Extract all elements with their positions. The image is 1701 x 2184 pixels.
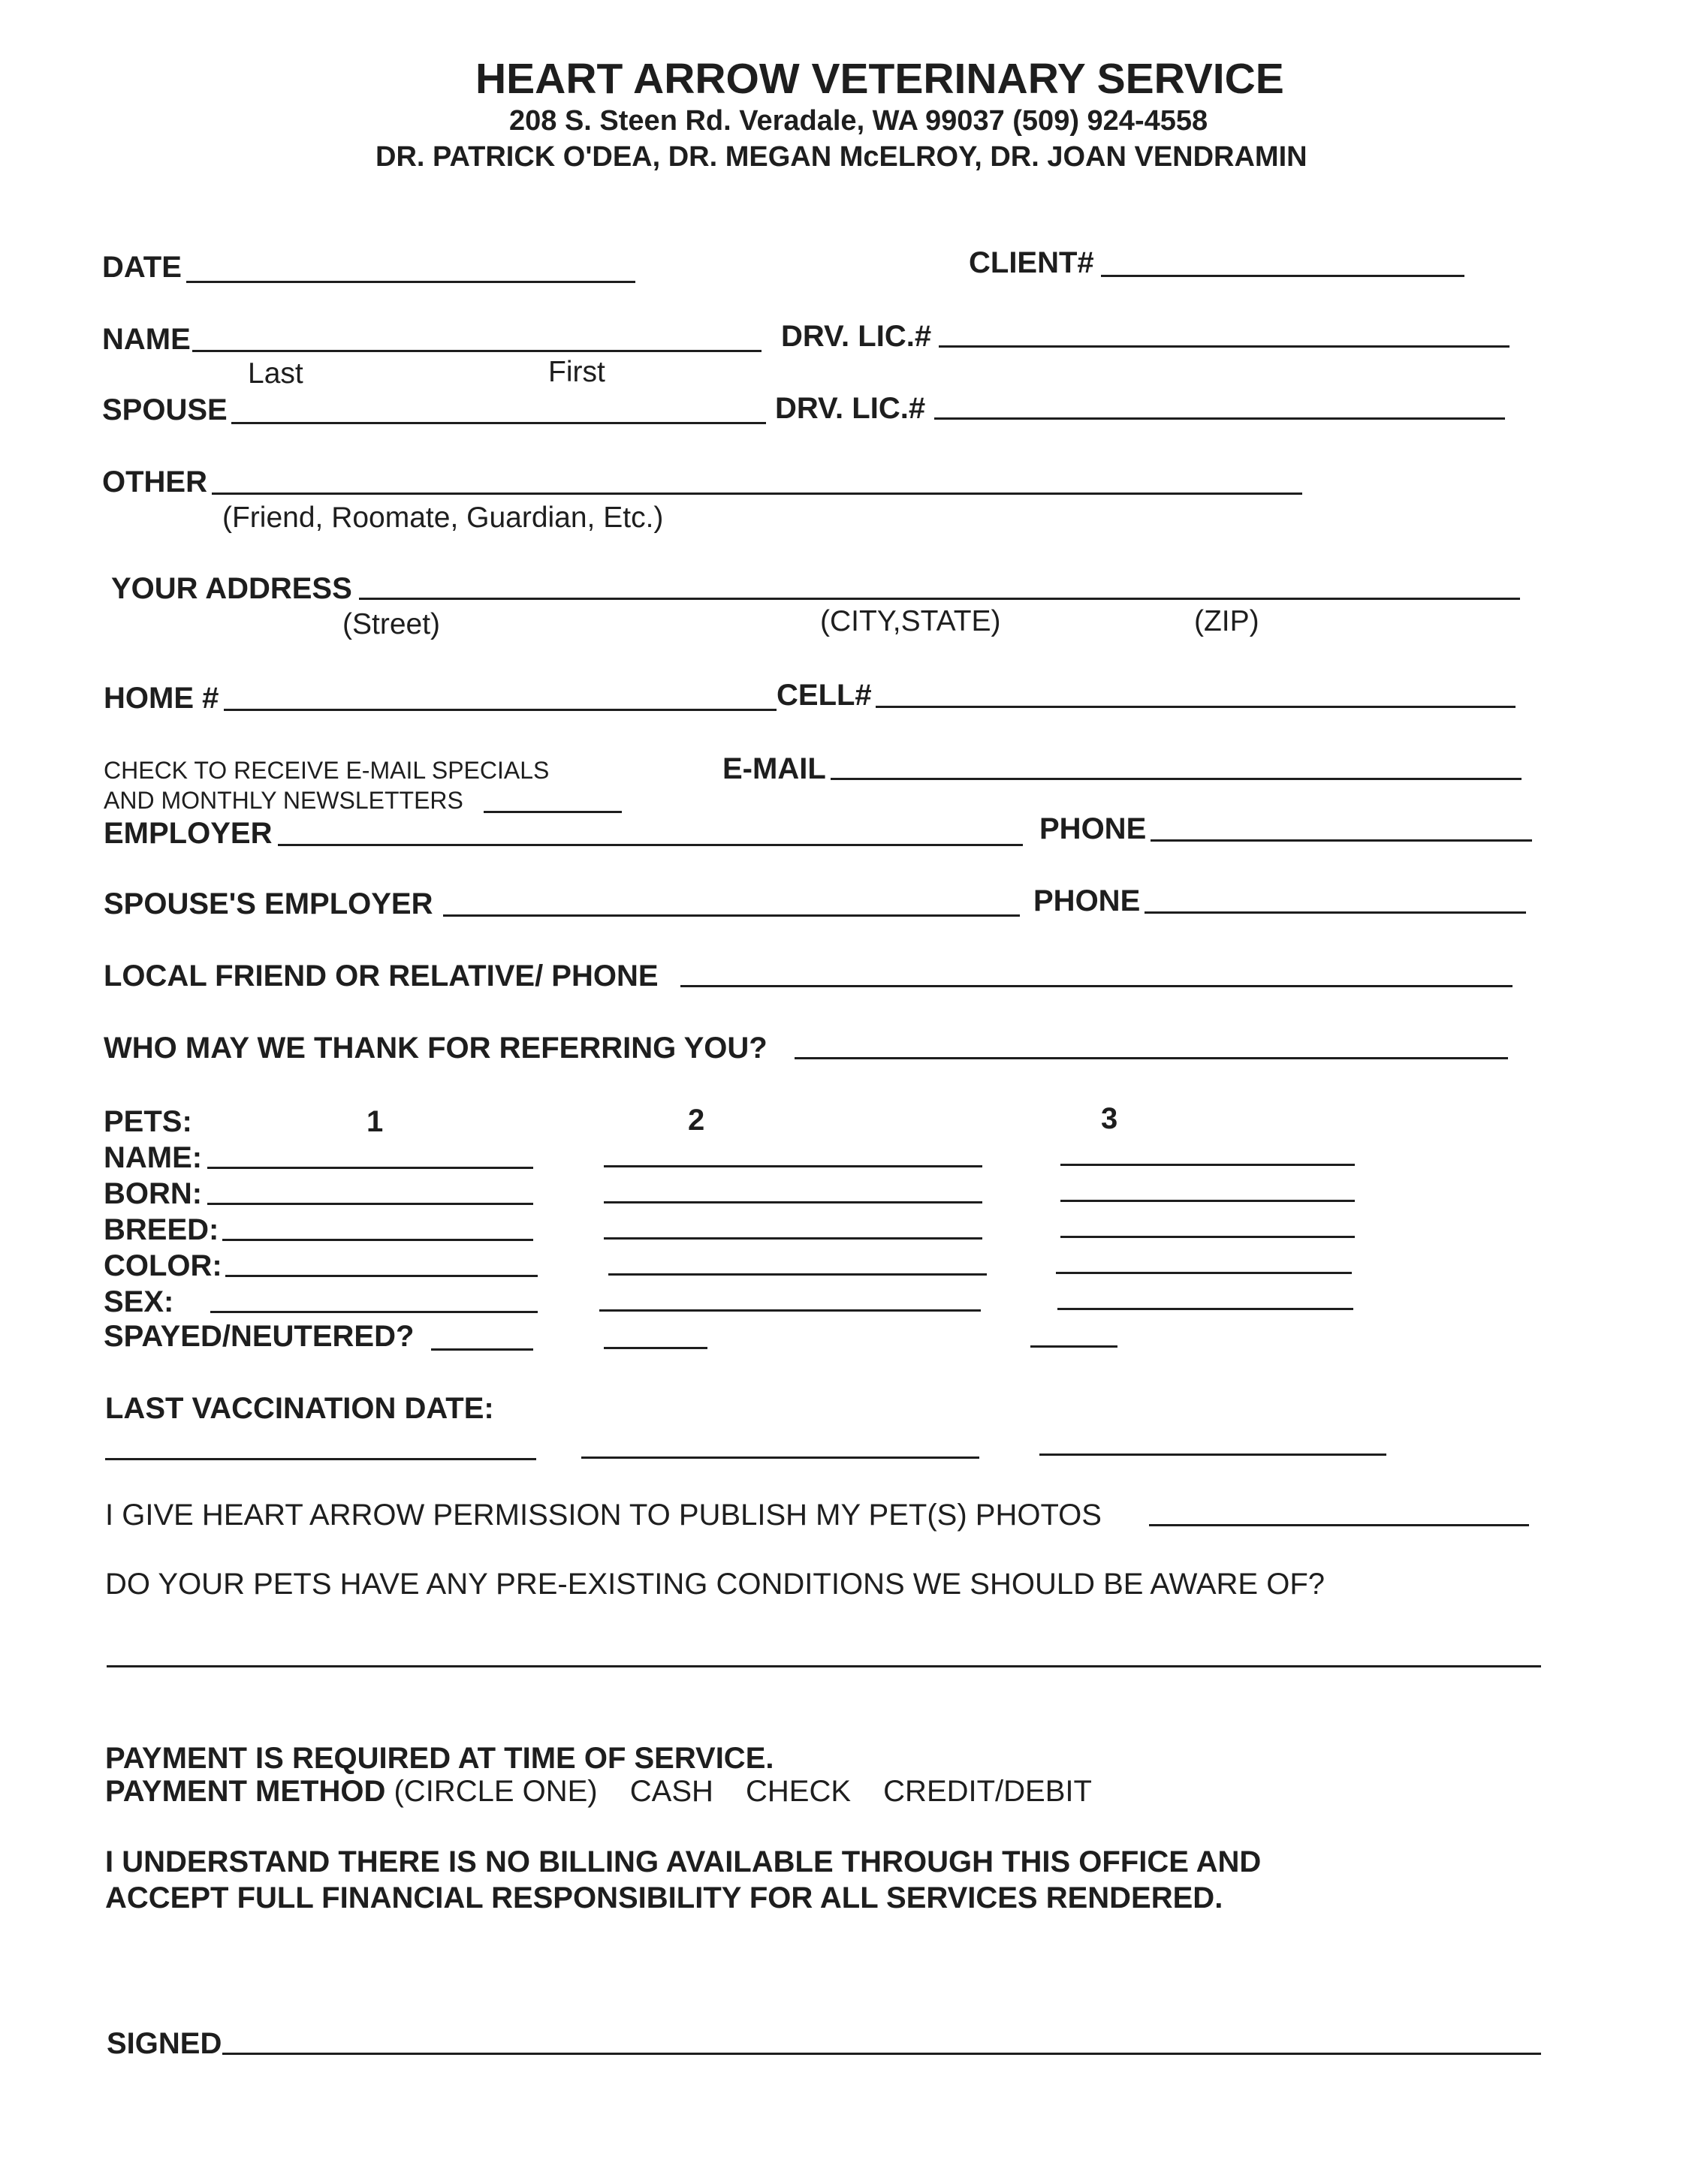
photo-permission-label: I GIVE HEART ARROW PERMISSION TO PUBLISH MY PET(S) PHOTOS [105, 1499, 1102, 1532]
cell-phone-field[interactable] [876, 706, 1516, 708]
signed-label: SIGNED [107, 2027, 222, 2060]
spouse-employer-phone-label: PHONE [1033, 884, 1141, 917]
pre-existing-conditions-label: DO YOUR PETS HAVE ANY PRE-EXISTING CONDITIONS WE SHOULD BE AWARE OF? [105, 1568, 1326, 1601]
payment-method-hint: (CIRCLE ONE) [394, 1775, 598, 1808]
pet2-sex-field[interactable] [599, 1309, 981, 1312]
pet-column-3: 3 [1101, 1102, 1118, 1135]
pet1-born-field[interactable] [207, 1203, 533, 1205]
spouse-employer-label: SPOUSE'S EMPLOYER [104, 887, 433, 920]
pets-label: PETS: [104, 1105, 192, 1138]
date-field[interactable] [186, 281, 635, 283]
photo-permission-field[interactable] [1149, 1524, 1529, 1526]
pet1-spayed-field[interactable] [431, 1348, 533, 1351]
spouse-employer-phone-field[interactable] [1145, 911, 1526, 914]
address-field[interactable] [359, 598, 1520, 600]
pet2-spayed-field[interactable] [604, 1347, 707, 1349]
billing-agreement-line-1: I UNDERSTAND THERE IS NO BILLING AVAILABLE THROUGH THIS OFFICE AND [105, 1845, 1262, 1878]
drivers-license-label: DRV. LIC.# [781, 320, 932, 353]
pet-column-1: 1 [366, 1105, 384, 1138]
pet3-sex-field[interactable] [1057, 1308, 1353, 1310]
pet-spayed-neutered-label: SPAYED/NEUTERED? [104, 1320, 415, 1353]
address-label: YOUR ADDRESS [111, 572, 352, 605]
payment-method-row [105, 1775, 1092, 1809]
pet1-color-field[interactable] [225, 1275, 538, 1277]
pet1-name-field[interactable] [207, 1167, 533, 1169]
employer-phone-field[interactable] [1151, 839, 1532, 842]
clinic-address: 208 S. Steen Rd. Veradale, WA 99037 (509) 924-4558 [509, 105, 1208, 137]
payment-method-label: PAYMENT METHOD [105, 1775, 386, 1808]
payment-option-credit-debit[interactable]: CREDIT/DEBIT [883, 1775, 1092, 1808]
pet-column-2: 2 [688, 1104, 705, 1137]
last-vaccination-label: LAST VACCINATION DATE: [105, 1392, 494, 1425]
pre-existing-conditions-field[interactable] [107, 1665, 1541, 1667]
clinic-doctors: DR. PATRICK O'DEA, DR. MEGAN McELROY, DR. JOAN VENDRAMIN [375, 141, 1307, 173]
employer-phone-label: PHONE [1039, 812, 1147, 845]
spouse-field[interactable] [231, 422, 766, 424]
pet1-sex-field[interactable] [210, 1311, 538, 1313]
home-phone-field[interactable] [224, 709, 777, 711]
email-label: E-MAIL [722, 752, 826, 785]
payment-option-cash[interactable]: CASH [629, 1775, 713, 1808]
employer-label: EMPLOYER [104, 817, 273, 850]
email-specials-label: CHECK TO RECEIVE E-MAIL SPECIALS [104, 757, 550, 784]
pet-breed-label: BREED: [104, 1213, 219, 1246]
pet1-vaccination-field[interactable] [105, 1458, 536, 1460]
client-number-field[interactable] [1101, 275, 1464, 277]
other-hint: (Friend, Roomate, Guardian, Etc.) [222, 502, 664, 534]
drivers-license-field[interactable] [939, 345, 1509, 348]
clinic-title: HEART ARROW VETERINARY SERVICE [475, 55, 1284, 103]
pet3-name-field[interactable] [1060, 1164, 1355, 1166]
address-city-state-hint: (CITY,STATE) [820, 605, 1001, 637]
email-field[interactable] [831, 778, 1522, 780]
spouse-employer-field[interactable] [443, 914, 1020, 917]
home-phone-label: HOME # [104, 682, 219, 715]
cell-phone-label: CELL# [777, 679, 872, 712]
name-first-hint: First [548, 356, 605, 388]
spouse-drivers-license-label: DRV. LIC.# [775, 392, 926, 425]
signature-field[interactable] [222, 2053, 1541, 2055]
referral-field[interactable] [795, 1057, 1508, 1059]
date-label: DATE [102, 251, 182, 284]
pet2-breed-field[interactable] [604, 1237, 982, 1240]
pet-born-label: BORN: [104, 1177, 203, 1210]
pet2-name-field[interactable] [604, 1165, 982, 1167]
pet2-color-field[interactable] [608, 1273, 987, 1276]
payment-required-notice: PAYMENT IS REQUIRED AT TIME OF SERVICE. [105, 1742, 774, 1775]
pet-name-label: NAME: [104, 1141, 203, 1174]
pet2-vaccination-field[interactable] [581, 1457, 979, 1459]
other-label: OTHER [102, 465, 207, 499]
referral-label: WHO MAY WE THANK FOR REFERRING YOU? [104, 1032, 768, 1065]
spouse-drivers-license-field[interactable] [934, 417, 1505, 420]
pet3-vaccination-field[interactable] [1039, 1453, 1386, 1456]
name-label: NAME [102, 323, 191, 356]
name-field[interactable] [192, 350, 762, 352]
email-newsletters-label: AND MONTHLY NEWSLETTERS [104, 787, 463, 814]
local-friend-field[interactable] [680, 985, 1513, 987]
address-street-hint: (Street) [342, 608, 441, 640]
payment-option-check[interactable]: CHECK [746, 1775, 852, 1808]
pet-color-label: COLOR: [104, 1249, 222, 1282]
employer-field[interactable] [278, 844, 1023, 846]
other-field[interactable] [212, 493, 1302, 495]
billing-agreement-line-2: ACCEPT FULL FINANCIAL RESPONSIBILITY FOR ALL SERVICES RENDERED. [105, 1881, 1223, 1914]
local-friend-label: LOCAL FRIEND OR RELATIVE/ PHONE [104, 959, 659, 993]
pet2-born-field[interactable] [604, 1201, 982, 1203]
pet3-color-field[interactable] [1056, 1272, 1352, 1274]
spouse-label: SPOUSE [102, 393, 228, 426]
pet3-spayed-field[interactable] [1030, 1345, 1117, 1348]
address-zip-hint: (ZIP) [1194, 605, 1259, 637]
name-last-hint: Last [248, 357, 303, 390]
pet-sex-label: SEX: [104, 1285, 174, 1318]
email-specials-checkbox-line[interactable] [484, 811, 622, 813]
pet1-breed-field[interactable] [222, 1239, 533, 1241]
client-number-label: CLIENT# [969, 246, 1094, 279]
pet3-born-field[interactable] [1060, 1200, 1355, 1202]
pet3-breed-field[interactable] [1060, 1236, 1355, 1238]
